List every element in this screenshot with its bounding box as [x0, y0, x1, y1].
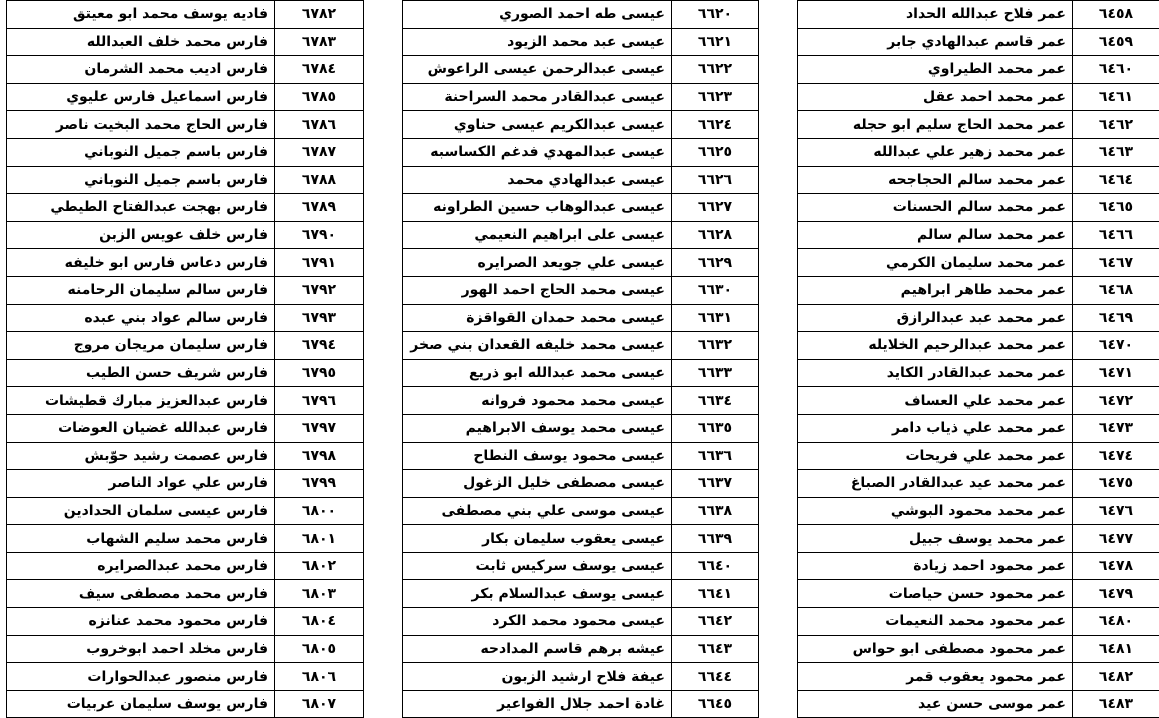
person-name: عمر محمد سالم سالم	[798, 221, 1073, 249]
person-name: عيسى عبدالرحمن عيسى الراعوش	[403, 56, 672, 84]
person-name: فارس علي عواد الناصر	[7, 470, 275, 498]
record-number: ٦٤٨٣	[1073, 690, 1159, 718]
record-number: ٦٦٤٤	[672, 663, 759, 691]
table-row	[798, 580, 1159, 608]
record-number: ٦٦٢٧	[672, 194, 759, 222]
table-row	[403, 414, 759, 442]
table-row	[403, 525, 759, 553]
person-name: عيسى عبدالمهدي فدغم الكساسبه	[403, 138, 672, 166]
record-number: ٦٧٩٩	[275, 470, 364, 498]
list-block-right	[797, 0, 1159, 718]
table-row	[798, 608, 1159, 636]
person-name: عيسى محمود يوسف النطاح	[403, 442, 672, 470]
table-row	[798, 194, 1159, 222]
table-row	[798, 138, 1159, 166]
table-row	[403, 138, 759, 166]
person-name: فارس باسم جميل النوباني	[7, 138, 275, 166]
record-number: ٦٤٧١	[1073, 359, 1159, 387]
person-name: عيسى علي جويعد الصرايره	[403, 249, 672, 277]
person-name: عيسى طه احمد الصوري	[403, 1, 672, 29]
table-row	[798, 497, 1159, 525]
person-name: فارس باسم جميل النوباني	[7, 166, 275, 194]
table-row	[403, 359, 759, 387]
person-name: عيسى موسى علي بني مصطفى	[403, 497, 672, 525]
person-name: عيسى محمد حمدان القواقزة	[403, 304, 672, 332]
person-name: فاديه يوسف محمد ابو معيتق	[7, 1, 275, 29]
table-row	[798, 83, 1159, 111]
person-name: عمر محمد زهير علي عبدالله	[798, 138, 1073, 166]
person-name: عمر محمد عبدالقادر الكايد	[798, 359, 1073, 387]
record-number: ٦٤٨٢	[1073, 663, 1159, 691]
person-name: غادة احمد جلال الفواعير	[403, 690, 672, 718]
table-row	[403, 249, 759, 277]
record-number: ٦٨٠٢	[275, 552, 364, 580]
person-name: فارس عصمت رشيد حوّبش	[7, 442, 275, 470]
person-name: عمر محمد علي ذياب دامر	[798, 414, 1073, 442]
table-row	[798, 387, 1159, 415]
list-block-left	[6, 0, 364, 718]
record-number: ٦٦٣٠	[672, 276, 759, 304]
record-number: ٦٦٣٧	[672, 470, 759, 498]
person-name: عمر فلاح عبدالله الحداد	[798, 1, 1073, 29]
table-row	[7, 525, 364, 553]
record-number: ٦٦٣٢	[672, 332, 759, 360]
table-row	[403, 332, 759, 360]
table-row	[403, 83, 759, 111]
person-name: فارس محمد مصطفى سيف	[7, 580, 275, 608]
person-name: عمر محمد علي العساف	[798, 387, 1073, 415]
record-number: ٦٤٨٠	[1073, 608, 1159, 636]
person-name: فارس سالم عواد بني عبده	[7, 304, 275, 332]
table-row	[403, 552, 759, 580]
person-name: فارس مخلد احمد ابوخروب	[7, 635, 275, 663]
person-name: فارس الحاج محمد البخيت ناصر	[7, 111, 275, 139]
table-row	[798, 1, 1159, 29]
record-number: ٦٤٧٦	[1073, 497, 1159, 525]
person-name: عمر محمد عيد عبدالقادر الصباغ	[798, 470, 1073, 498]
table-row	[798, 552, 1159, 580]
table-row	[798, 690, 1159, 718]
person-name: عيفة فلاح ارشيد الزبون	[403, 663, 672, 691]
person-name: عيسى عبدالهادي محمد	[403, 166, 672, 194]
table-row	[798, 249, 1159, 277]
record-number: ٦٦٤٣	[672, 635, 759, 663]
person-name: فارس محمد خلف العبدالله	[7, 28, 275, 56]
record-number: ٦٦٣١	[672, 304, 759, 332]
person-name: عمر محمد محمود البوشي	[798, 497, 1073, 525]
record-number: ٦٤٥٨	[1073, 1, 1159, 29]
table-row	[7, 470, 364, 498]
table-row	[7, 138, 364, 166]
record-number: ٦٧٨٧	[275, 138, 364, 166]
table-row	[403, 580, 759, 608]
record-number: ٦٤٧٥	[1073, 470, 1159, 498]
person-name: عيسى يعقوب سليمان بكار	[403, 525, 672, 553]
record-number: ٦٨٠٤	[275, 608, 364, 636]
table-row	[403, 221, 759, 249]
person-name: عمر قاسم عبدالهادي جابر	[798, 28, 1073, 56]
person-name: عيسى يوسف سركيس ثابت	[403, 552, 672, 580]
record-number: ٦٤٦٤	[1073, 166, 1159, 194]
table-row	[798, 635, 1159, 663]
person-name: فارس منصور عبدالحوارات	[7, 663, 275, 691]
person-name: فارس محمد عبدالصرايره	[7, 552, 275, 580]
person-name: فارس عيسى سلمان الحدادين	[7, 497, 275, 525]
record-number: ٦٦٢٠	[672, 1, 759, 29]
record-number: ٦٤٦٠	[1073, 56, 1159, 84]
record-number: ٦٧٩٤	[275, 332, 364, 360]
person-name: عيسى محمد عبدالله ابو ذريع	[403, 359, 672, 387]
table-row	[798, 221, 1159, 249]
table-row	[403, 111, 759, 139]
table-row	[7, 387, 364, 415]
person-name: عيسى عبد محمد الزيود	[403, 28, 672, 56]
table-row	[798, 525, 1159, 553]
table-row	[7, 359, 364, 387]
record-number: ٦٤٧٠	[1073, 332, 1159, 360]
person-name: عيسى محمود محمد الكرد	[403, 608, 672, 636]
record-number: ٦٨٠٦	[275, 663, 364, 691]
person-name: فارس عبدالله غضيان العوضات	[7, 414, 275, 442]
record-number: ٦٧٨٨	[275, 166, 364, 194]
record-number: ٦٤٦٩	[1073, 304, 1159, 332]
table-row	[798, 111, 1159, 139]
person-name: عيسى محمد يوسف الابراهيم	[403, 414, 672, 442]
record-number: ٦٦٣٣	[672, 359, 759, 387]
record-number: ٦٧٩٢	[275, 276, 364, 304]
table-row	[7, 332, 364, 360]
person-name: فارس يوسف سليمان عربيات	[7, 690, 275, 718]
table-row	[403, 194, 759, 222]
record-number: ٦٤٦٢	[1073, 111, 1159, 139]
table-row	[798, 359, 1159, 387]
record-number: ٦٦٣٩	[672, 525, 759, 553]
person-name: عيسى على ابراهيم النعيمي	[403, 221, 672, 249]
record-number: ٦٦٣٥	[672, 414, 759, 442]
person-name: فارس اسماعيل فارس عليوي	[7, 83, 275, 111]
table-row	[403, 56, 759, 84]
table-row	[798, 663, 1159, 691]
record-number: ٦٧٩٦	[275, 387, 364, 415]
person-name: عيسى عبدالقادر محمد السراحنة	[403, 83, 672, 111]
table-row	[7, 194, 364, 222]
table-row	[798, 332, 1159, 360]
person-name: عيشه برهم قاسم المدادحه	[403, 635, 672, 663]
table-row	[7, 276, 364, 304]
person-name: عمر محمود يعقوب قمر	[798, 663, 1073, 691]
person-name: عمر محمد الطيراوي	[798, 56, 1073, 84]
record-number: ٦٦٤٠	[672, 552, 759, 580]
record-number: ٦٧٩٠	[275, 221, 364, 249]
record-number: ٦٧٩٥	[275, 359, 364, 387]
person-name: فارس شريف حسن الطيب	[7, 359, 275, 387]
record-number: ٦٤٧٤	[1073, 442, 1159, 470]
person-name: فارس سالم سليمان الرحامنه	[7, 276, 275, 304]
table-row	[403, 470, 759, 498]
record-number: ٦٨٠٧	[275, 690, 364, 718]
person-name: عيسى عبدالكريم عيسى حناوي	[403, 111, 672, 139]
table-row	[403, 304, 759, 332]
table-row	[403, 663, 759, 691]
table-row	[7, 663, 364, 691]
record-number: ٦٨٠١	[275, 525, 364, 553]
table-row	[7, 304, 364, 332]
table-row	[798, 276, 1159, 304]
table-row	[7, 111, 364, 139]
person-name: عمر محمد عبد عبدالرازق	[798, 304, 1073, 332]
table-row	[798, 56, 1159, 84]
record-number: ٦٤٦٨	[1073, 276, 1159, 304]
person-name: عمر محمد سليمان الكرمي	[798, 249, 1073, 277]
person-name: عمر محمد طاهر ابراهيم	[798, 276, 1073, 304]
record-number: ٦٦٤٢	[672, 608, 759, 636]
person-name: فارس محمد سليم الشهاب	[7, 525, 275, 553]
table-row	[7, 28, 364, 56]
record-number: ٦٧٩٣	[275, 304, 364, 332]
table-row	[798, 28, 1159, 56]
person-name: عيسى محمد خليفه القعدان بني صخر	[403, 332, 672, 360]
table-row	[403, 497, 759, 525]
table-row	[7, 635, 364, 663]
record-number: ٦٧٩٧	[275, 414, 364, 442]
table-row	[798, 470, 1159, 498]
record-number: ٦٦٣٦	[672, 442, 759, 470]
person-name: عمر محمود محمد النعيمات	[798, 608, 1073, 636]
table-row	[798, 414, 1159, 442]
record-number: ٦٤٧٩	[1073, 580, 1159, 608]
person-name: عيسى يوسف عبدالسلام بكر	[403, 580, 672, 608]
table-row	[403, 635, 759, 663]
list-block-middle	[402, 0, 759, 718]
record-number: ٦٧٨٦	[275, 111, 364, 139]
person-name: عيسى محمد الحاج احمد الهور	[403, 276, 672, 304]
record-number: ٦٦٣٤	[672, 387, 759, 415]
table-row	[403, 166, 759, 194]
person-name: عيسى مصطفى خليل الزغول	[403, 470, 672, 498]
record-number: ٦٤٧٣	[1073, 414, 1159, 442]
person-name: عمر محمود مصطفى ابو حواس	[798, 635, 1073, 663]
person-name: عمر محمد يوسف جبيل	[798, 525, 1073, 553]
record-number: ٦٤٨١	[1073, 635, 1159, 663]
table-row	[7, 690, 364, 718]
record-number: ٦٧٩١	[275, 249, 364, 277]
table-row	[403, 442, 759, 470]
table-row	[7, 497, 364, 525]
table-row	[7, 608, 364, 636]
table-row	[7, 1, 364, 29]
table-row	[7, 414, 364, 442]
table-row	[403, 28, 759, 56]
person-name: فارس محمود محمد عنانزه	[7, 608, 275, 636]
record-number: ٦٦٤٥	[672, 690, 759, 718]
table-row	[7, 442, 364, 470]
table-row	[7, 83, 364, 111]
record-number: ٦٨٠٥	[275, 635, 364, 663]
record-number: ٦٧٨٢	[275, 1, 364, 29]
table-row	[7, 249, 364, 277]
record-number: ٦٨٠٠	[275, 497, 364, 525]
record-number: ٦٤٧٨	[1073, 552, 1159, 580]
person-name: عمر محمد سالم الحجاجحه	[798, 166, 1073, 194]
table-row	[403, 608, 759, 636]
record-number: ٦٧٨٤	[275, 56, 364, 84]
record-number: ٦٨٠٣	[275, 580, 364, 608]
person-name: عمر محمود احمد زيادة	[798, 552, 1073, 580]
person-name: فارس دعاس فارس ابو خليفه	[7, 249, 275, 277]
record-number: ٦٦٢٨	[672, 221, 759, 249]
record-number: ٦٤٥٩	[1073, 28, 1159, 56]
person-name: فارس عبدالعزيز مبارك قطيشات	[7, 387, 275, 415]
person-name: فارس سليمان مريجان مروج	[7, 332, 275, 360]
table-row	[7, 56, 364, 84]
record-number: ٦٦٣٨	[672, 497, 759, 525]
record-number: ٦٤٦٥	[1073, 194, 1159, 222]
person-name: فارس بهجت عبدالفتاح الطيطي	[7, 194, 275, 222]
table-row	[798, 304, 1159, 332]
person-name: عمر محمد احمد عقل	[798, 83, 1073, 111]
person-name: عيسى عبدالوهاب حسين الطراونه	[403, 194, 672, 222]
table-row	[7, 221, 364, 249]
record-number: ٦٤٧٧	[1073, 525, 1159, 553]
table-row	[403, 1, 759, 29]
person-name: عمر محمود حسن حياصات	[798, 580, 1073, 608]
person-name: عيسى محمد محمود فروانه	[403, 387, 672, 415]
record-number: ٦٧٨٥	[275, 83, 364, 111]
record-number: ٦٦٢١	[672, 28, 759, 56]
record-number: ٦٧٨٣	[275, 28, 364, 56]
person-name: عمر محمد الحاج سليم ابو حجله	[798, 111, 1073, 139]
record-number: ٦٦٢٣	[672, 83, 759, 111]
record-number: ٦٦٢٦	[672, 166, 759, 194]
record-number: ٦٦٤١	[672, 580, 759, 608]
table-row	[403, 276, 759, 304]
record-number: ٦٦٢٤	[672, 111, 759, 139]
person-name: عمر محمد عبدالرحيم الخلايله	[798, 332, 1073, 360]
record-number: ٦٦٢٥	[672, 138, 759, 166]
table-row	[7, 552, 364, 580]
table-row	[403, 387, 759, 415]
table-row	[7, 580, 364, 608]
record-number: ٦٤٦٦	[1073, 221, 1159, 249]
record-number: ٦٧٩٨	[275, 442, 364, 470]
person-name: فارس خلف عويس الزبن	[7, 221, 275, 249]
record-number: ٦٧٨٩	[275, 194, 364, 222]
person-name: عمر موسى حسن عيد	[798, 690, 1073, 718]
record-number: ٦٤٦١	[1073, 83, 1159, 111]
record-number: ٦٤٦٣	[1073, 138, 1159, 166]
table-row	[7, 166, 364, 194]
record-number: ٦٦٢٢	[672, 56, 759, 84]
table-row	[403, 690, 759, 718]
record-number: ٦٤٧٢	[1073, 387, 1159, 415]
table-row	[798, 166, 1159, 194]
person-name: عمر محمد علي فريحات	[798, 442, 1073, 470]
person-name: عمر محمد سالم الحسنات	[798, 194, 1073, 222]
person-name: فارس اديب محمد الشرمان	[7, 56, 275, 84]
record-number: ٦٤٦٧	[1073, 249, 1159, 277]
record-number: ٦٦٢٩	[672, 249, 759, 277]
table-row	[798, 442, 1159, 470]
